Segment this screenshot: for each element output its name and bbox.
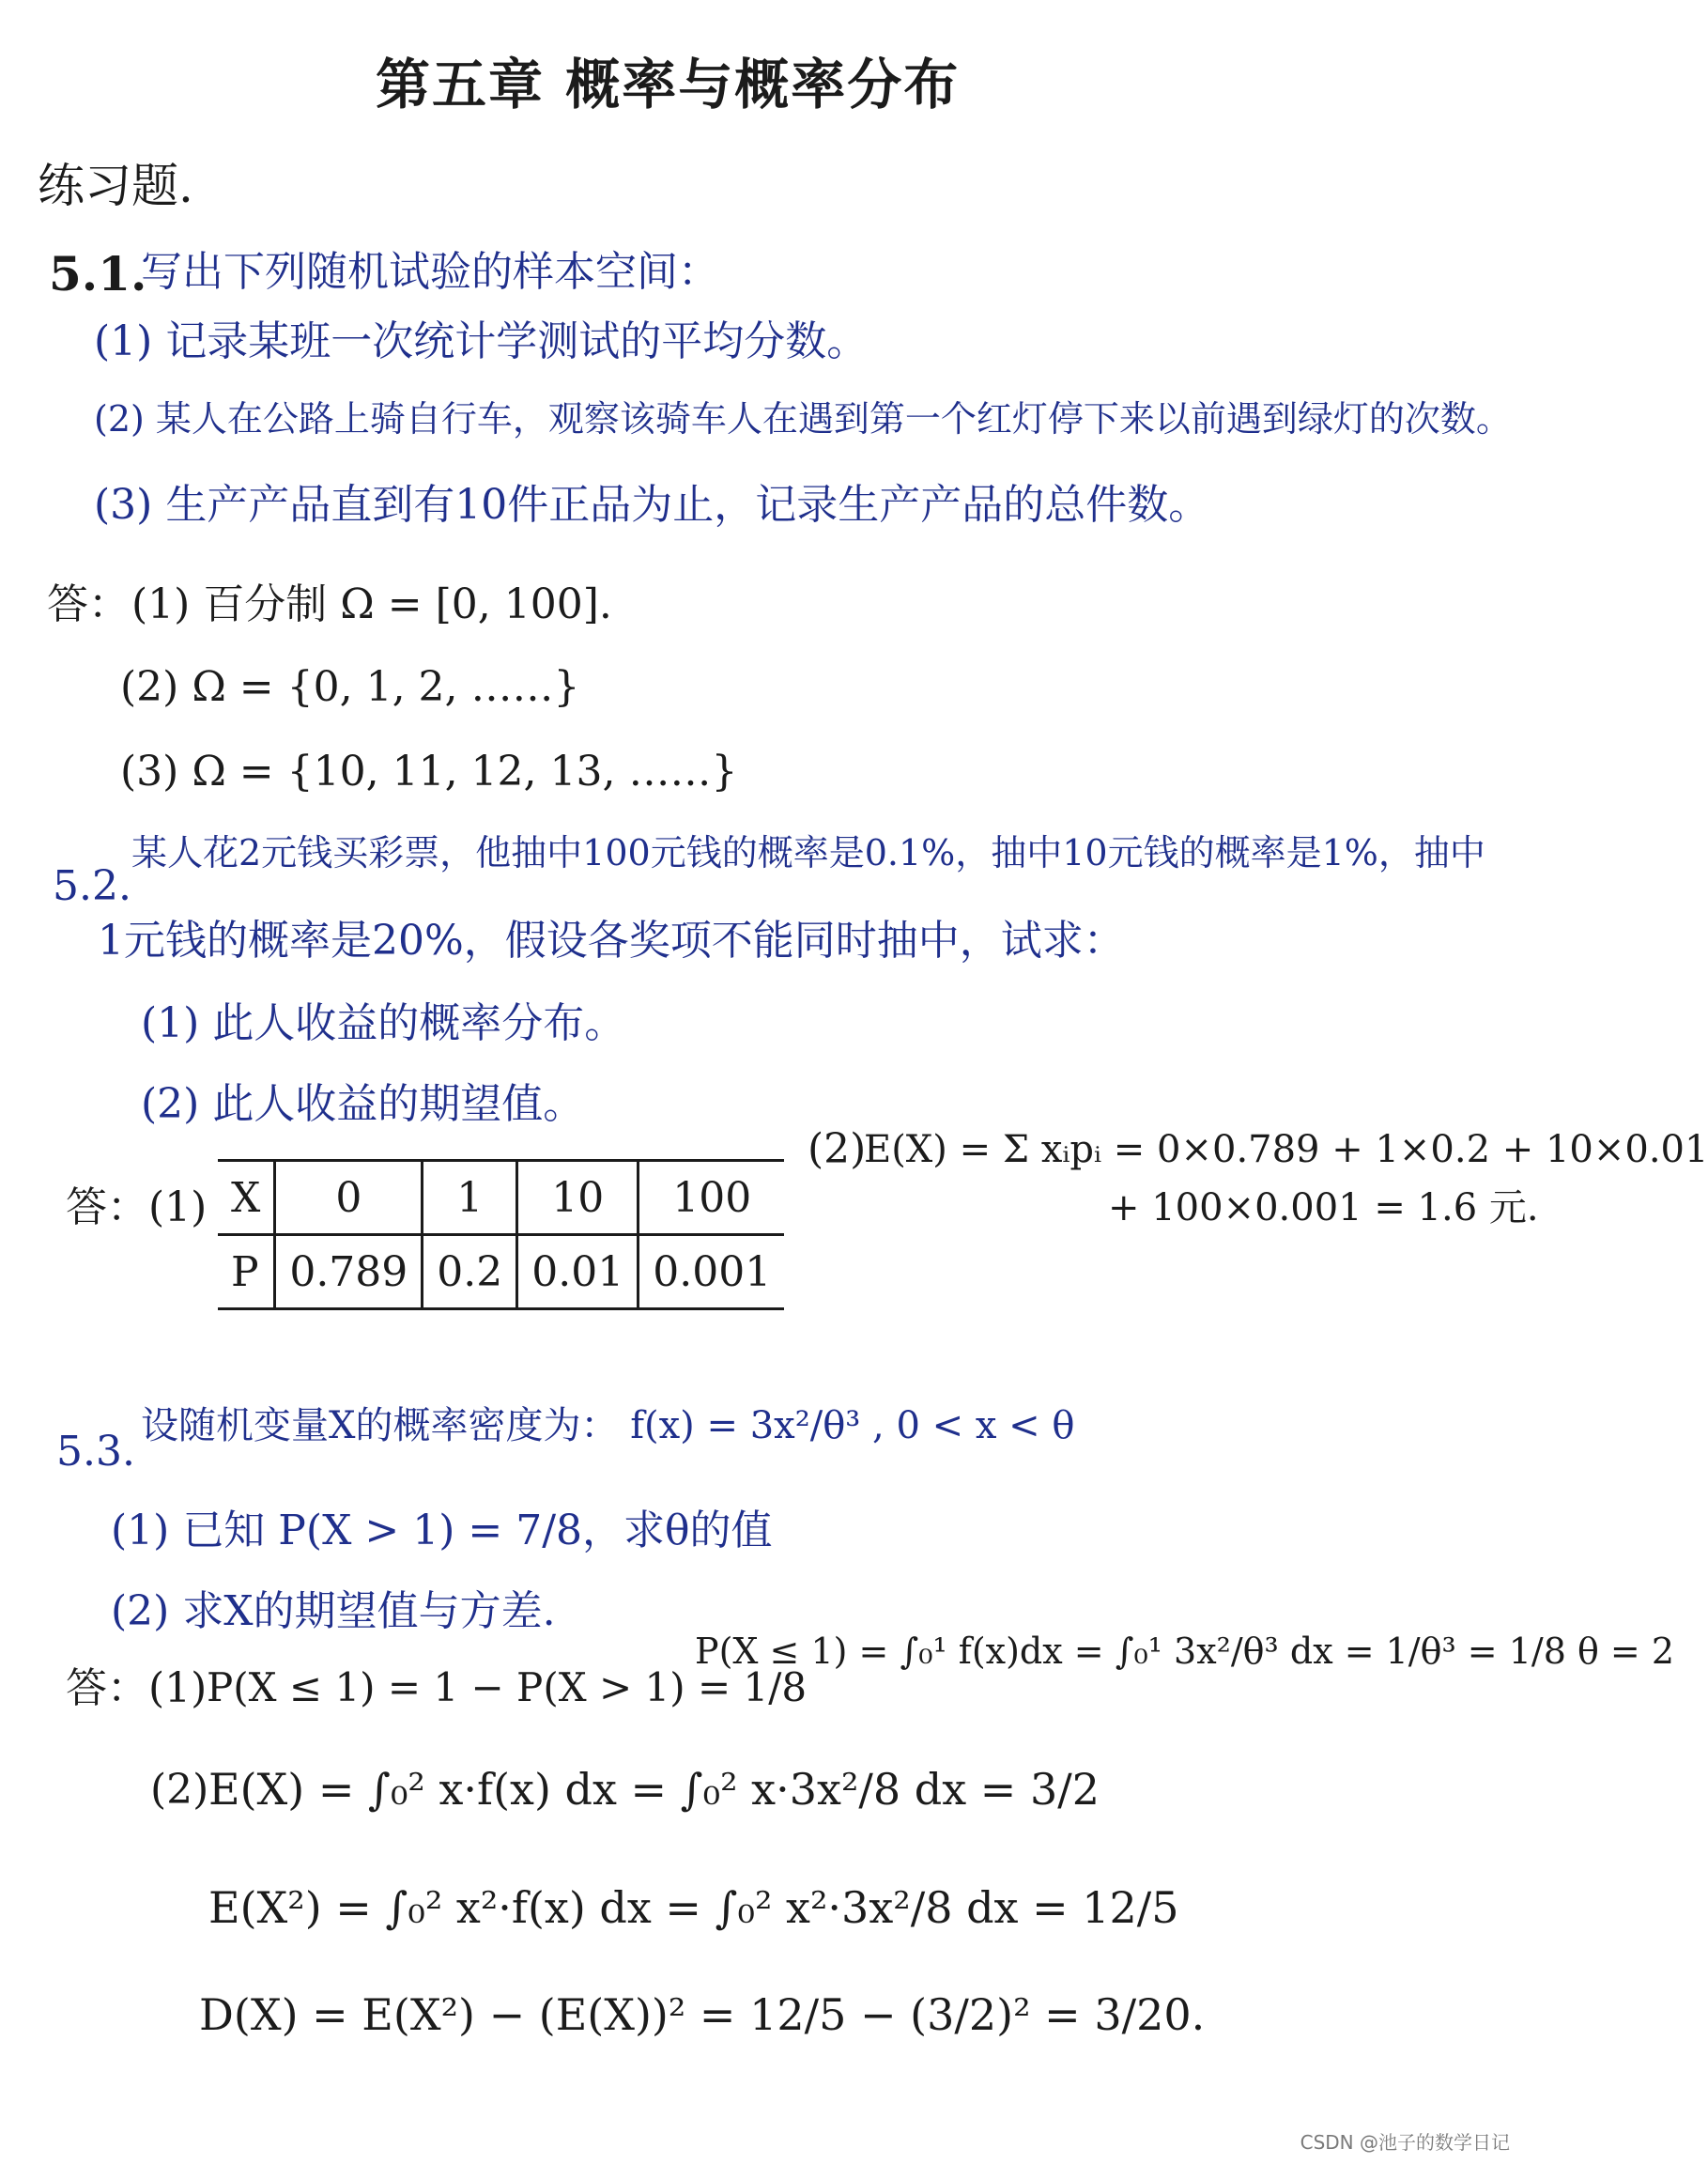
answer-5-3-second-moment: E(X²) = ∫₀² x²·f(x) dx = ∫₀² x²·3x²/8 dx = 12/5 [208, 1882, 1179, 1933]
question-5-3-number: 5.3. [56, 1428, 135, 1476]
answer-5-1-line-3: (3) Ω = {10, 11, 12, 13, ……} [120, 748, 738, 796]
table-cell: 0.001 [639, 1235, 784, 1309]
answer-5-3-line-1a: P(X ≤ 1) = 1 − P(X > 1) = 1/8 [207, 1664, 808, 1710]
watermark: CSDN @池子的数学日记 [1300, 2131, 1510, 2154]
answer-5-1-line-1: (1) 百分制 Ω = [0, 100]. [131, 580, 612, 628]
answer-5-2-expectation-line-1: E(X) = Σ xᵢpᵢ = 0×0.789 + 1×0.2 + 10×0.01 [864, 1128, 1708, 1171]
table-row [218, 1235, 784, 1309]
question-5-1-item-1: (1) 记录某班一次统计学测试的平均分数。 [94, 317, 869, 365]
answer-5-3-part-2-label: (2) [150, 1766, 209, 1814]
question-5-3-item-1: (1) 已知 P(X > 1) = 7/8，求θ的值 [111, 1507, 773, 1554]
question-5-1-stem: 写出下列随机试验的样本空间： [141, 248, 719, 296]
table-cell: 100 [639, 1161, 784, 1235]
table-cell: P [231, 1247, 259, 1296]
table-cell: 0 [275, 1161, 423, 1235]
question-5-2-item-1: (1) 此人收益的概率分布。 [141, 999, 626, 1047]
answer-5-2-label: 答：(1) [66, 1183, 208, 1231]
question-5-1-item-2: (2) 某人在公路上骑自行车，观察该骑车人在遇到第一个红灯停下来以前遇到绿灯的次数。 [94, 398, 1512, 440]
table-cell: 0.01 [517, 1235, 639, 1309]
question-5-1-item-3: (3) 生产产品直到有10件正品为止，记录生产产品的总件数。 [94, 481, 1210, 529]
answer-5-3-variance: D(X) = E(X²) − (E(X))² = 12/5 − (3/2)² = 3/20. [199, 1989, 1206, 2040]
answer-5-3-line-1b: P(X ≤ 1) = ∫₀¹ f(x)dx = ∫₀¹ 3x²/θ³ dx = 1/θ³ = 1/8 θ = 2 [695, 1631, 1674, 1672]
question-5-2-item-2: (2) 此人收益的期望值。 [141, 1080, 585, 1128]
table-cell: 0.789 [275, 1235, 423, 1309]
question-5-3-stem: 设随机变量X的概率密度为： f(x) = 3x²/θ³ , 0 < x < θ [141, 1404, 1075, 1447]
question-5-2-number: 5.2. [53, 862, 131, 910]
table-row [218, 1161, 784, 1235]
table-cell: X [218, 1161, 275, 1235]
question-5-1-number: 5.1. [49, 246, 147, 301]
probability-table [218, 1159, 784, 1310]
table-cell: 1 [423, 1161, 517, 1235]
question-5-3-item-2: (2) 求X的期望值与方差. [111, 1587, 556, 1635]
answer-5-1-label: 答： [47, 580, 130, 628]
question-5-2-stem-1: 某人花2元钱买彩票，他抽中100元钱的概率是0.1%，抽中10元钱的概率是1%，抽中 [131, 832, 1485, 873]
answer-5-3-label: 答：(1) [66, 1664, 208, 1712]
answer-5-2-part-2-label: (2) [808, 1125, 867, 1173]
answer-5-1-line-2: (2) Ω = {0, 1, 2, ……} [120, 663, 580, 711]
question-5-2-stem-2: 1元钱的概率是20%，假设各奖项不能同时抽中，试求： [98, 917, 1125, 965]
answer-5-2-expectation-line-2: + 100×0.001 = 1.6 元. [1108, 1186, 1539, 1229]
table-cell: 0.2 [423, 1235, 517, 1309]
page-title: 第五章 概率与概率分布 [376, 53, 961, 116]
section-label: 练习题. [38, 159, 193, 213]
answer-5-3-expectation: E(X) = ∫₀² x·f(x) dx = ∫₀² x·3x²/8 dx = 3/2 [208, 1764, 1100, 1815]
table-cell: 10 [517, 1161, 639, 1235]
